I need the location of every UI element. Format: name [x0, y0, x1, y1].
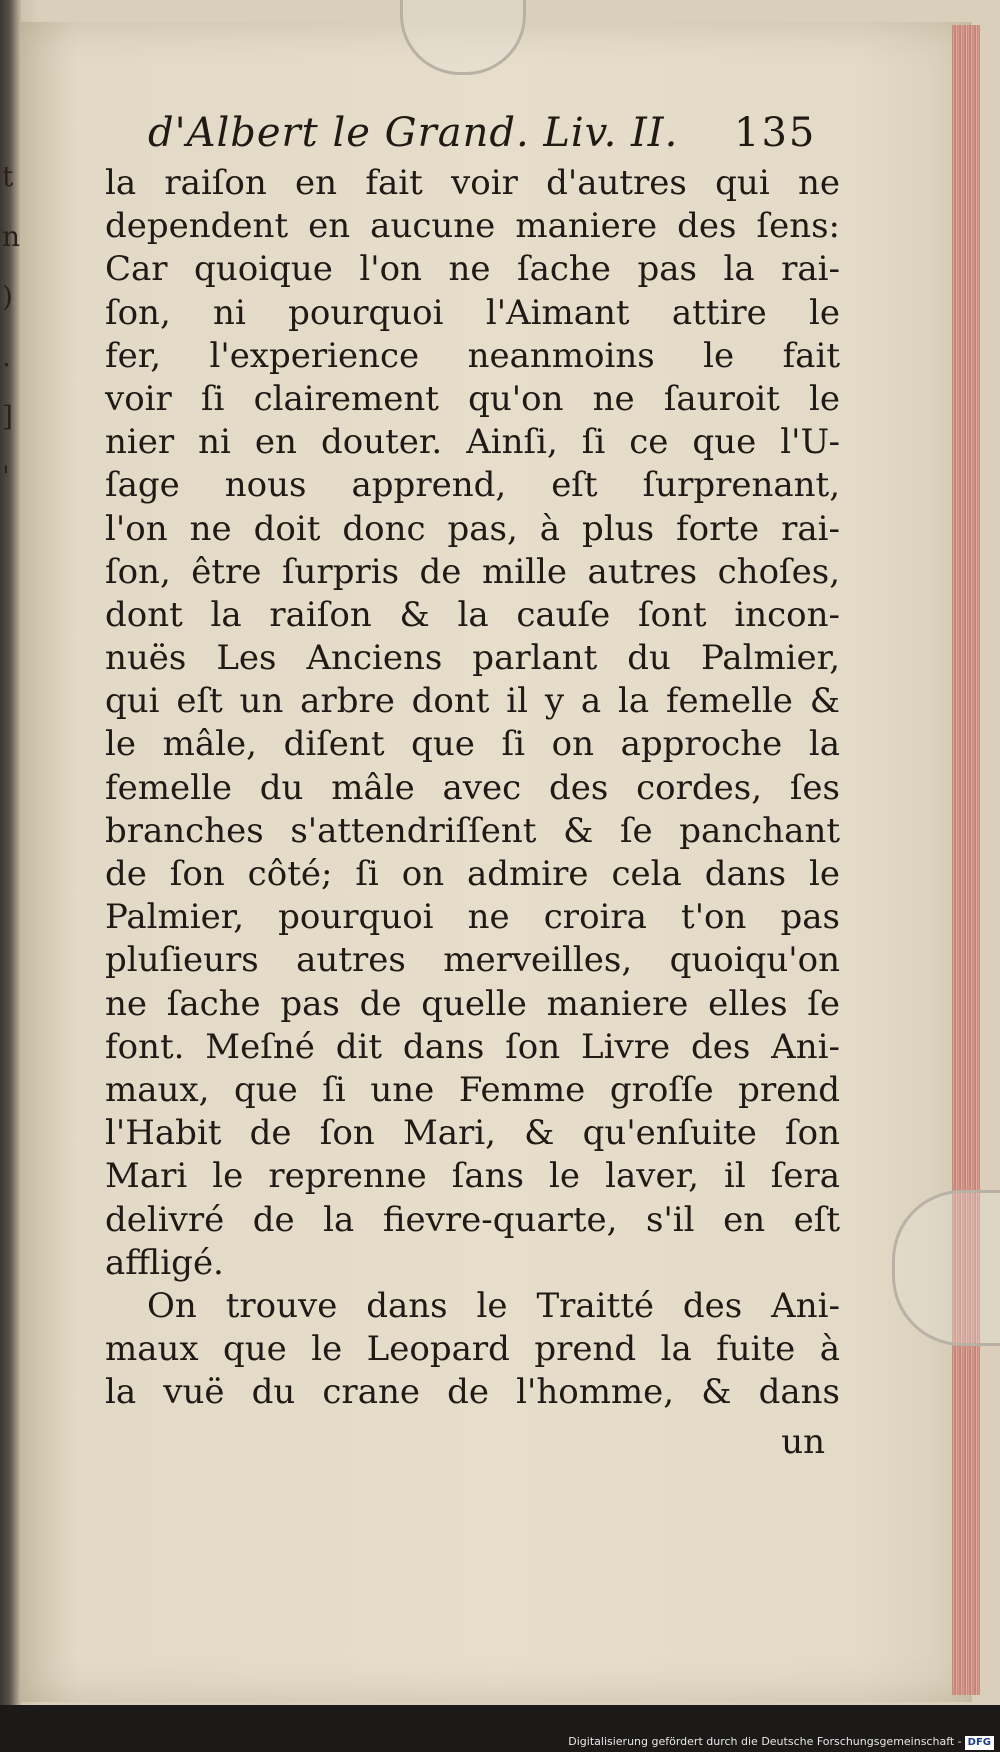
text-line: maux, que ſi une Femme groſſe prend [105, 1069, 840, 1110]
text-line: qui eſt un arbre dont il y a la femelle & [105, 681, 840, 722]
text-line: voir ſi clairement qu'on ne ſauroit le [105, 378, 840, 419]
page-edge-red-stain [952, 25, 980, 1695]
body-text [105, 162, 840, 1414]
text-line: l'on ne doit donc pas, à plus forte rai- [105, 508, 840, 549]
text-line: delivré de la fievre-quarte, s'il en eſt [105, 1199, 840, 1240]
text-line: maux que le Leopard prend la fuite à [105, 1329, 840, 1370]
text-line: Mari le reprenne ſans le laver, il ſera [105, 1156, 840, 1197]
text-line: Car quoique l'on ne ſache pas la rai- [105, 249, 840, 290]
margin-mark: n [2, 220, 21, 253]
running-head [148, 110, 828, 160]
dfg-logo-icon: DFG [965, 1736, 994, 1750]
facing-page-margin-marks [2, 160, 21, 520]
text-line: pluſieurs autres merveilles, quoiqu'on [105, 940, 840, 981]
margin-mark: ) [2, 280, 13, 313]
text-line: branches s'attendriſſent & ſe panchant [105, 810, 840, 851]
text-line: affligé. [105, 1242, 224, 1283]
text-line: nuës Les Anciens parlant du Palmier, [105, 638, 840, 679]
margin-mark: ] [2, 400, 13, 433]
text-line: la vuë du crane de l'homme, & dans [105, 1372, 840, 1413]
margin-mark: t [2, 160, 14, 193]
page-number: 135 [734, 110, 817, 156]
text-line: ne ſache pas de quelle maniere elles ſe [105, 983, 840, 1024]
text-line: ſon, être ſurpris de mille autres choſes, [105, 551, 840, 592]
text-line: la raiſon en fait voir d'autres qui ne [105, 163, 840, 203]
text-line: ſage nous apprend, eſt ſurprenant, [105, 465, 840, 506]
running-head-title: d'Albert le Grand. Liv. II. [148, 110, 679, 156]
text-line: femelle du mâle avec des cordes, ſes [105, 767, 840, 808]
margin-mark: . [2, 340, 11, 373]
text-line: le mâle, diſent que ſi on approche la [105, 724, 840, 765]
text-line: On trouve dans le Traitté des Ani- [147, 1285, 840, 1326]
text-line: dependent en aucune maniere des ſens: [105, 206, 840, 247]
text-line: Palmier, pourquoi ne croira t'on pas [105, 897, 840, 938]
digitization-credit [560, 1733, 1000, 1751]
catchword: un [781, 1422, 825, 1462]
text-line: de ſon côté; ſi on admire cela dans le [105, 854, 840, 894]
digitization-credit-text: Digitalisierung gefördert durch die Deutsche Forschungsgemeinschaft - [568, 1735, 962, 1748]
text-line: nier ni en douter. Ainſi, ſi ce que l'U- [105, 422, 840, 463]
text-line: ſon, ni pourquoi l'Aimant attire le [105, 292, 840, 333]
text-line: l'Habit de ſon Mari, & qu'enſuite ſon [105, 1113, 840, 1154]
text-line: dont la raiſon & la cauſe ſont incon- [105, 594, 840, 635]
text-line: font. Meſné dit dans ſon Livre des Ani- [105, 1026, 840, 1067]
margin-mark: ' [2, 460, 10, 493]
text-line: fer, l'experience neanmoins le fait [105, 335, 840, 376]
